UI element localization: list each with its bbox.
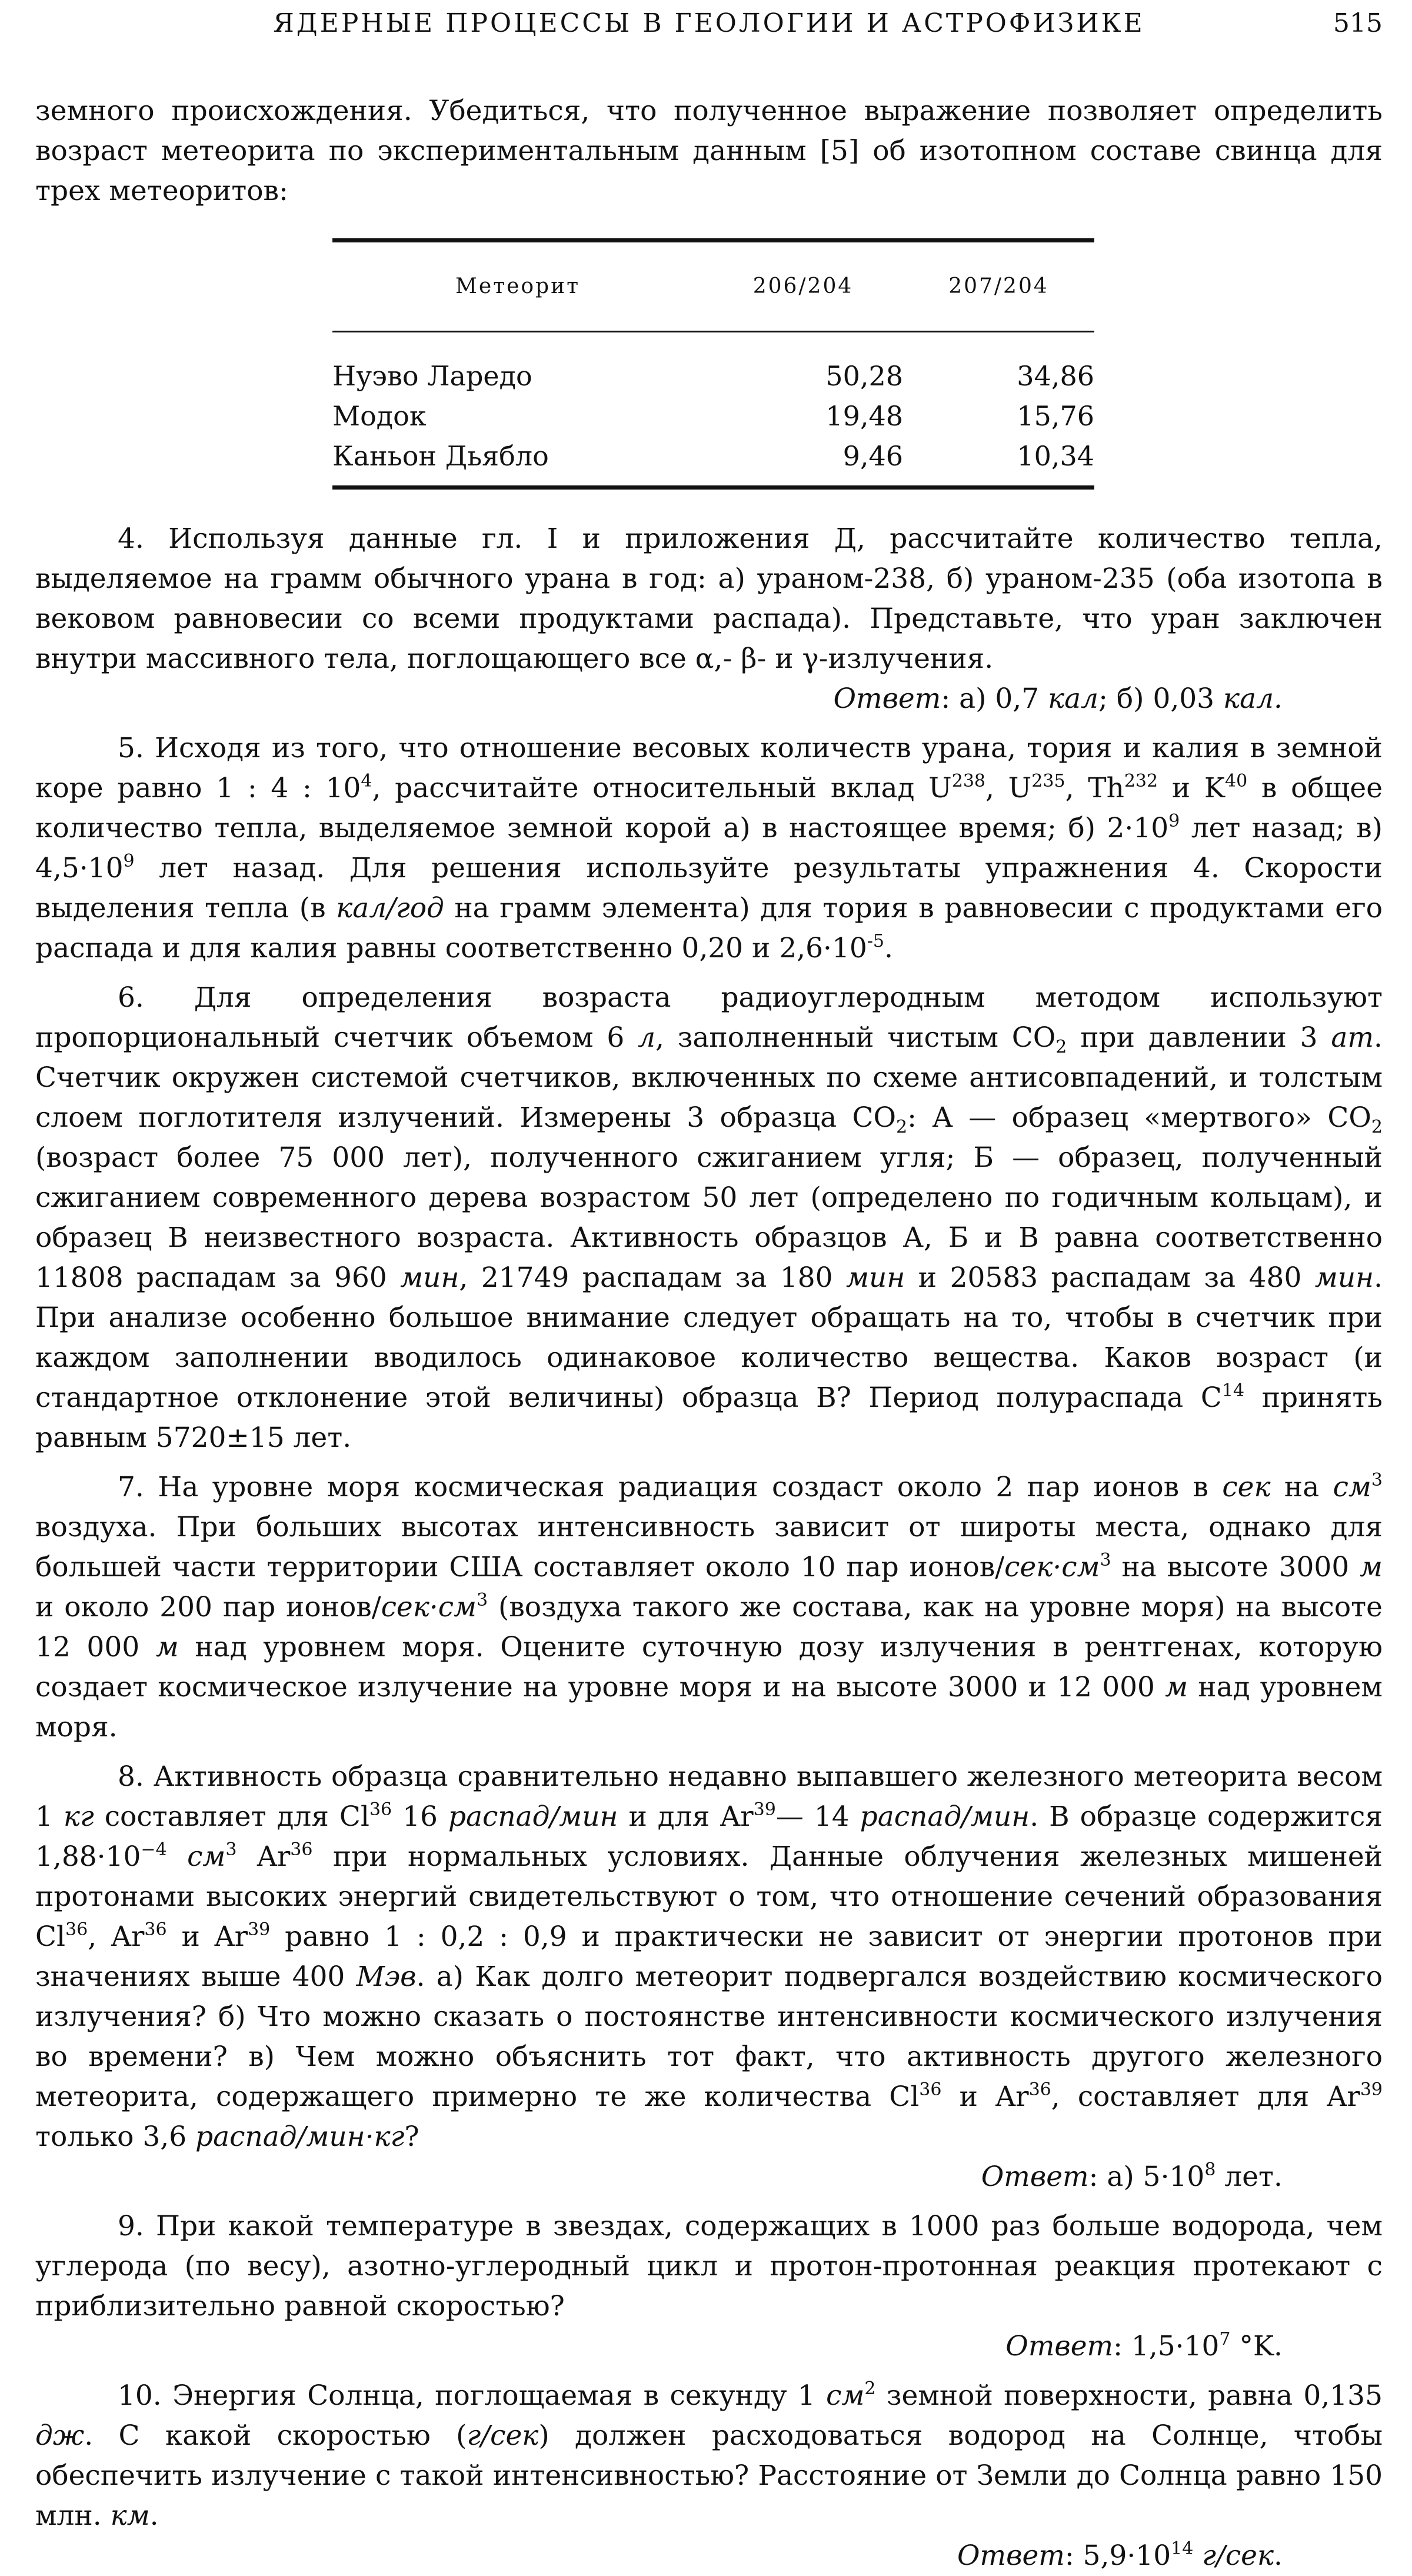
problem-4-answer: Ответ: а) 0,7 кал; б) 0,03 кал.: [833, 683, 1283, 715]
running-header: [35, 8, 1383, 44]
answer-label: Ответ: [981, 2161, 1089, 2193]
intro-paragraph: земного происхождения. Убедиться, что полученное выражение позволяет определить возраст метеорита по экспериментальным данным [5] об изотопном составе свинца для трех метеоритов:: [35, 95, 1383, 207]
cell-206-204: 50,28: [825, 360, 903, 392]
problem-5-text: 5. Исходя из того, что отношение весовых количеств урана, тория и калия в земной коре равно 1 : 4 : $10^4$, рассчитайте относительный вклад $U^{238}$, $U^{235}$, Th$^{232}$ и $K^{40}$ в общее количество тепла, выделяемое земной корой а) в настоящее время; б) $2\cdot 10^9$ лет назад; в) $4,5\cdot 10^9$ лет назад. Для решения используйте результаты упражнения 4. Скорости выделения тепла (в кал/год на грамм элемента) для тория в равновесии с продуктами его распада и для калия равны соответственно 0,20 и $2,6\cdot 10^{-5}$.: [35, 732, 1383, 964]
table-row: [332, 396, 1094, 436]
header-ratio-207-204: 207/204: [948, 274, 1049, 298]
table-bottom-rule: [332, 485, 1094, 490]
answer-label: Ответ: [1005, 2330, 1114, 2362]
cell-206-204: 9,46: [842, 440, 903, 472]
table-row: [332, 436, 1094, 476]
problem-6-text: 6. Для определения возраста радиоуглеродным методом используют пропорциональный счетчик объемом 6 л, заполненный чистым $CO_2$ при давлении 3 ат. Счетчик окружен системой счетчиков, включенных по схеме антисовпадений, и толстым слоем поглотителя излучений. Измерены 3 образца $CO_2$: А — образец «мертвого» $CO_2$ (возраст более 75 000 лет), полученного сжиганием угля; Б — образец, полученный сжиганием современного дерева возрастом 50 лет (определено по годичным кольцам), и образец В неизвестного возраста. Активность образцов А, Б и В равна соответственно 11808 распадам за 960 мин, 21749 распадам за 180 мин и 20583 распадам за 480 мин. При анализе особенно большое внимание следует обращать на то, чтобы в счетчик при каждом заполнении вводилось одинаковое количество вещества. Каков возраст (и стандартное отклонение этой величины) образца В? Период полураспада $C^{14}$ принять равным 5720±15 лет.: [35, 981, 1383, 1454]
problem-4-text: 4. Используя данные гл. I и приложения Д, рассчитайте количество тепла, выделяемое на грамм обычного урана в год: а) ураном-238, б) ураном-235 (оба изотопа в вековом равновесии со всеми продуктами распада). Представьте, что уран заключен внутри массивного тела, поглощающего все α,- β- и γ-излучения.: [35, 522, 1383, 675]
meteorite-lead-isotope-table: [332, 238, 1094, 490]
problem-9-answer: Ответ: $1,5\cdot 10^7$ °K.: [1005, 2329, 1283, 2362]
cell-207-204: 15,76: [1017, 400, 1094, 432]
header-meteorite: Метеорит: [455, 274, 580, 298]
problem-10-answer: Ответ: $5,9\cdot 10^{14}$ г/сек.: [957, 2538, 1283, 2572]
cell-207-204: 34,86: [1017, 360, 1094, 392]
problem-9-text: 9. При какой температуре в звездах, содержащих в 1000 раз больше водорода, чем углерода (по весу), азотно-углеродный цикл и протон-протонная реакция протекают с приблизительно равной скоростью?: [35, 2210, 1383, 2322]
cell-206-204: 19,48: [825, 400, 903, 432]
problem-8-text: 8. Активность образца сравнительно недавно выпавшего железного метеорита весом 1 кг составляет для Cl$^{36}$ 16 распад/мин и для Ar$^{39}$— 14 распад/мин. В образце содержится $1,88\cdot 10^{-4}$ $см^3$ Ar$^{36}$ при нормальных условиях. Данные облучения железных мишеней протонами высоких энергий свидетельствуют о том, что отношение сечений образования Cl$^{36}$, Ar$^{36}$ и Ar$^{39}$ равно 1 : 0,2 : 0,9 и практически не зависит от энергии протонов при значениях выше 400 Мэв. а) Как долго метеорит подвергался воздействию космического излучения? б) Что можно сказать о постоянстве интенсивности космического излучения во времени? в) Чем можно объяснить тот факт, что активность другого железного метеорита, содержащего примерно те же количества Cl$^{36}$ и Ar$^{36}$, составляет для Ar$^{39}$ только 3,6 распад/мин·кг?: [35, 1760, 1383, 2153]
table-row: [332, 356, 1094, 396]
problem-10-text: 10. Энергия Солнца, поглощаемая в секунду 1 $см^2$ земной поверхности, равна 0,135 дж. С какой скоростью (г/сек) должен расходоваться водород на Солнце, чтобы обеспечить излучение с такой интенсивностью? Расстояние от Земли до Солнца равно 150 млн. км.: [35, 2378, 1383, 2532]
header-ratio-206-204: 206/204: [752, 274, 854, 298]
answer-label: Ответ: [833, 683, 941, 715]
cell-207-204: 10,34: [1017, 440, 1094, 472]
problem-7-text: 7. На уровне моря космическая радиация создаст около 2 пар ионов в сек на $см^3$ воздуха. При больших высотах интенсивность зависит от широты места, однако для большей части территории США составляет около 10 пар ионов/$сек\cdot см^3$ на высоте 3000 м и около 200 пар ионов/$сек\cdot см^3$ (воздуха такого же состава, как на уровне моря) на высоте 12 000 м над уровнем моря. Оцените суточную дозу излучения в рентгенах, которую создает космическое излучение на уровне моря и на высоте 3000 и 12 000 м над уровнем моря.: [35, 1470, 1383, 1743]
page-number: 515: [1333, 8, 1383, 38]
cell-meteorite: Модок: [332, 400, 427, 432]
problem-8-answer: Ответ: а) $5\cdot 10^8$ лет.: [981, 2159, 1283, 2193]
table-body: [332, 332, 1094, 485]
running-title: ЯДЕРНЫЕ ПРОЦЕССЫ В ГЕОЛОГИИ И АСТРОФИЗИКЕ: [273, 8, 1145, 38]
cell-meteorite: Нуэво Ларедо: [332, 360, 532, 392]
answer-label: Ответ: [957, 2540, 1065, 2572]
table-header-row: [332, 242, 1094, 331]
cell-meteorite: Каньон Дьябло: [332, 440, 549, 472]
table-top-rule: [332, 238, 1094, 242]
page-body: [35, 91, 1383, 2576]
